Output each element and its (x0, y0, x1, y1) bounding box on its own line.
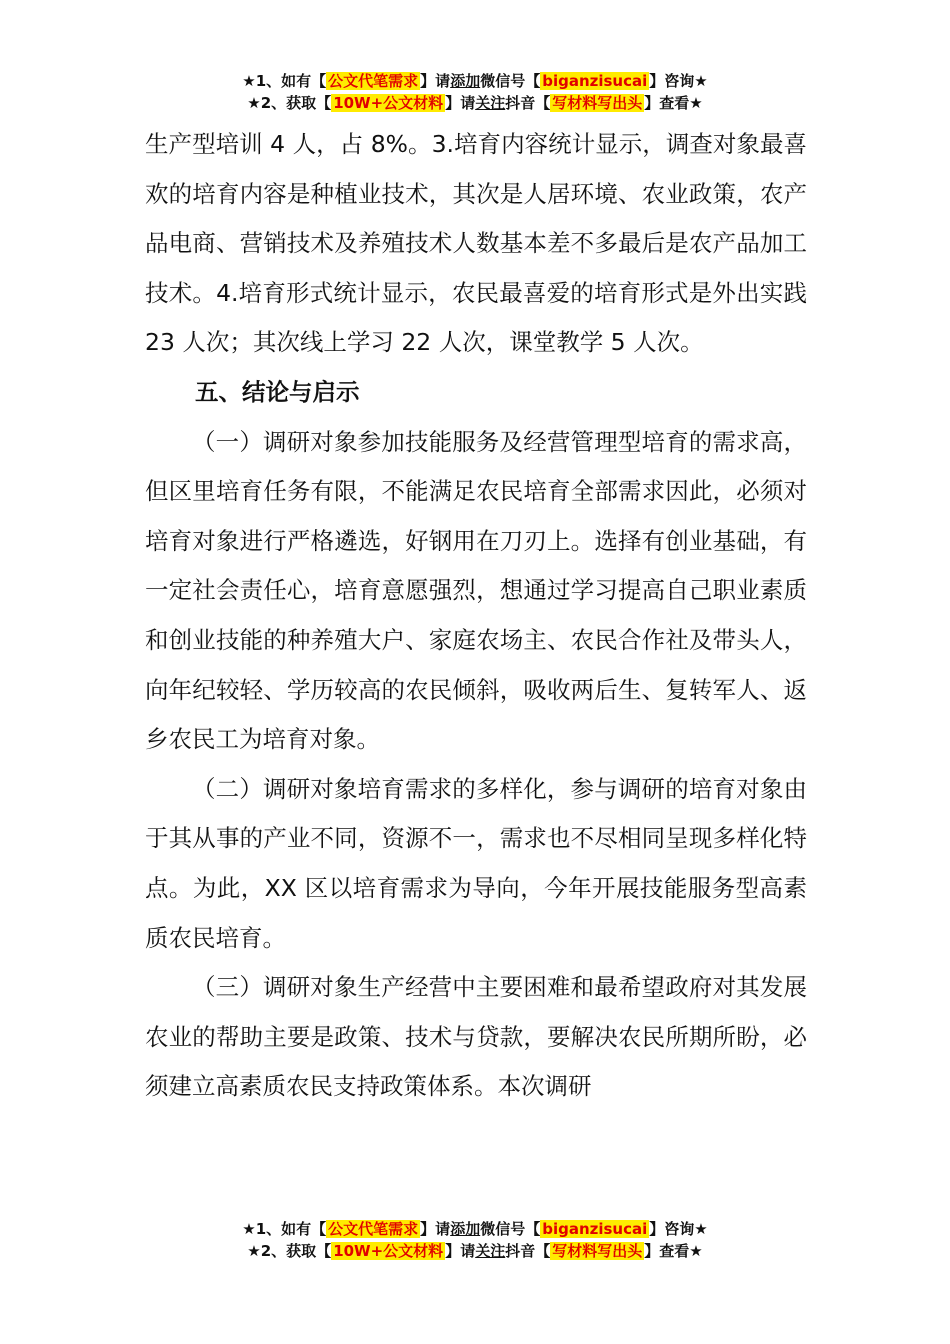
banner-line-1-highlight-wechat: biganzisucai (542, 72, 648, 90)
footer-line-2 (0, 1240, 950, 1262)
footer-line-2-highlight-materials: 10W+公文材料 (333, 1242, 444, 1260)
banner-line-1-suffix: 】咨询★ (649, 72, 708, 90)
footer-line-2-underlined: 关注 (475, 1242, 506, 1260)
footer-line-1-highlight-service: 公文代笔需求 (328, 1220, 419, 1238)
header-banner (0, 70, 950, 114)
banner-line-1-highlight-service: 公文代笔需求 (328, 72, 419, 90)
footer-line-2-prefix: ★2、获取【 (247, 1242, 332, 1260)
footer-line-1 (0, 1218, 950, 1240)
document-body (145, 120, 807, 1112)
footer-line-1-mid1: 】请 (420, 1220, 451, 1238)
footer-line-1-underlined: 添加 (450, 1220, 481, 1238)
banner-line-2-suffix: 】查看★ (644, 94, 703, 112)
banner-line-2-highlight-douyin: 写材料写出头 (552, 94, 643, 112)
footer-line-1-highlight-wechat: biganzisucai (542, 1220, 648, 1238)
footer-line-2-mid2: 抖音【 (505, 1242, 551, 1260)
banner-line-1-mid2: 微信号【 (480, 72, 541, 90)
banner-line-2-underlined: 关注 (475, 94, 506, 112)
banner-line-1-mid1: 】请 (420, 72, 451, 90)
banner-line-2-mid2: 抖音【 (505, 94, 551, 112)
banner-line-1-underlined: 添加 (450, 72, 481, 90)
banner-line-2-highlight-materials: 10W+公文材料 (333, 94, 444, 112)
banner-line-1-prefix: ★1、如有【 (242, 72, 327, 90)
footer-line-1-mid2: 微信号【 (480, 1220, 541, 1238)
footer-line-1-prefix: ★1、如有【 (242, 1220, 327, 1238)
footer-line-2-mid1: 】请 (445, 1242, 476, 1260)
body-paragraph-2: （一）调研对象参加技能服务及经营管理型培育的需求高，但区里培育任务有限，不能满足农民培育全部需求因此，必须对培育对象进行严格遴选，好钢用在刀刃上。选择有创业基础，有一定社会责任心，培育意愿强烈，想通过学习提高自己职业素质和创业技能的种养殖大户、家庭农场主、农民合作社及带头人，向年纪较轻、学历较高的农民倾斜，吸收两后生、复转军人、返乡农民工为培育对象。 (145, 427, 807, 754)
footer-line-1-suffix: 】咨询★ (649, 1220, 708, 1238)
footer-line-2-suffix: 】查看★ (644, 1242, 703, 1260)
banner-line-2 (0, 92, 950, 114)
footer-banner (0, 1218, 950, 1262)
banner-line-2-mid1: 】请 (445, 94, 476, 112)
banner-line-1 (0, 70, 950, 92)
banner-line-2-prefix: ★2、获取【 (247, 94, 332, 112)
section-heading: 五、结论与启示 (195, 377, 360, 406)
body-paragraph-4: （三）调研对象生产经营中主要困难和最希望政府对其发展农业的帮助主要是政策、技术与贷款，要解决农民所期所盼，必须建立高素质农民支持政策体系。本次调研 (145, 973, 807, 1101)
footer-line-2-highlight-douyin: 写材料写出头 (552, 1242, 643, 1260)
body-paragraph-1: 生产型培训 4 人，占 8%。3.培育内容统计显示，调查对象最喜欢的培育内容是种植业技术，其次是人居环境、农业政策，农产品电商、营销技术及养殖技术人数基本差不多最后是农产品加工技术。4.培育形式统计显示，农民最喜爱的培育形式是外出实践 23 人次；其次线上学习 22 人次，课堂教学 5 人次。 (145, 130, 807, 357)
body-paragraph-3: （二）调研对象培育需求的多样化，参与调研的培育对象由于其从事的产业不同，资源不一，需求也不尽相同呈现多样化特点。为此，XX 区以培育需求为导向，今年开展技能服务型高素质农民培育。 (145, 774, 807, 952)
